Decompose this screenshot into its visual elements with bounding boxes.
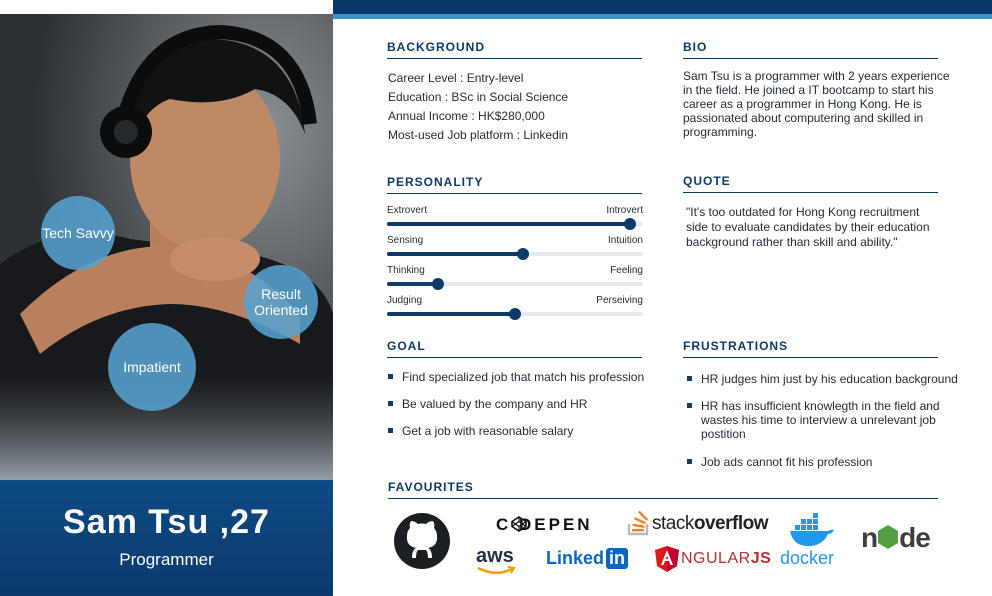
angularjs-logo-text-a: NGULAR (681, 550, 751, 567)
goal-item: Find specialized job that match his profession (388, 370, 658, 384)
frustration-item: HR judges him just by his education background (687, 372, 967, 386)
slider-left-label: Judging (387, 295, 423, 306)
codepen-logo-text: C DEPEN (496, 515, 593, 534)
linkedin-in-badge: in (606, 548, 628, 569)
slider-knob (624, 218, 636, 230)
background-income: Annual Income : HK$280,000 (388, 109, 545, 123)
quote-title: QUOTE (683, 174, 938, 193)
persona-name: Sam Tsu ,27 (63, 502, 270, 541)
github-logo-icon (393, 512, 451, 570)
bio-text: Sam Tsu is a programmer with 2 years experience in the field. He joined a IT bootcamp to start his career as a programmer in Hong Kong. He is passionated about computering and skilled in programming. (683, 69, 950, 139)
slider-extrovert-introvert (387, 205, 643, 235)
slider-track (387, 222, 643, 226)
docker-logo: docker (780, 548, 835, 568)
slider-judging-perseiving (387, 295, 643, 325)
quote-text: "It's too outdated for Hong Kong recruitment side to evaluate candidates by their education background rather than skill and ability." (686, 205, 930, 249)
slider-track (387, 282, 643, 286)
node-logo-n: n (861, 522, 878, 553)
slider-right-label: Perseiving (596, 295, 643, 306)
slider-track (387, 312, 643, 316)
slider-right-label: Feeling (610, 265, 643, 276)
background-title: BACKGROUND (387, 40, 642, 59)
goal-list (388, 370, 658, 438)
angularjs-logo (681, 550, 771, 568)
frustration-item: HR has insufficient knowlegth in the field and wastes his time to interview a unrelevant job postition (687, 399, 967, 441)
top-accent-bar (333, 14, 992, 19)
docker-whale-icon (788, 513, 836, 549)
linkedin-logo-text: Linked (546, 548, 605, 568)
slider-knob (509, 308, 521, 320)
aws-logo: aws (476, 545, 514, 567)
stackoverflow-logo-text-b: overflow (693, 513, 768, 534)
background-list (388, 69, 643, 145)
background-education: Education : BSc in Social Science (388, 90, 569, 104)
slider-thinking-feeling (387, 265, 643, 295)
slider-knob (432, 278, 444, 290)
frustration-item: Job ads cannot fit his profession (687, 455, 967, 469)
goal-title: GOAL (387, 339, 642, 358)
trait-bubble-impatient: Impatient (108, 323, 196, 411)
slider-left-label: Thinking (387, 265, 425, 276)
background-career-level: Career Level : Entry-level (388, 71, 524, 85)
personality-title: PERSONALITY (387, 175, 642, 194)
top-bar (333, 0, 992, 14)
slider-fill (387, 312, 515, 316)
slider-right-label: Intuition (607, 235, 643, 246)
slider-left-label: Extrovert (387, 205, 428, 216)
frustrations-title: FRUSTRATIONS (683, 339, 938, 358)
trait-bubble-result-oriented: Result Oriented (244, 265, 318, 339)
node-hexagon-icon (877, 524, 899, 550)
favourites-title: FAVOURITES (388, 480, 938, 499)
node-logo (861, 522, 930, 554)
bio-title: BIO (683, 40, 938, 59)
node-logo-de: de (899, 522, 930, 553)
slider-fill (387, 252, 523, 256)
goal-item: Get a job with reasonable salary (388, 424, 658, 438)
slider-track (387, 252, 643, 256)
slider-left-label: Sensing (387, 235, 424, 246)
stackoverflow-logo-text-a: stack (652, 513, 694, 534)
persona-photo-panel (0, 0, 333, 596)
slider-right-label: Introvert (606, 205, 643, 216)
trait-bubble-tech-savvy: Tech Savvy (41, 196, 115, 270)
slider-knob (517, 248, 529, 260)
slider-fill (387, 222, 630, 226)
persona-name-block (0, 480, 333, 596)
background-job-platform: Most-used Job platform : Linkedin (388, 128, 569, 142)
frustrations-list (687, 372, 967, 469)
stackoverflow-logo (652, 513, 768, 535)
aws-smile-icon (476, 566, 516, 576)
persona-role: Programmer (119, 549, 214, 569)
slider-sensing-intuition (387, 235, 643, 265)
slider-fill (387, 282, 438, 286)
angular-shield-icon (654, 545, 680, 573)
top-spacer (0, 0, 333, 14)
goal-item: Be valued by the company and HR (388, 397, 658, 411)
angularjs-logo-text-b: JS (750, 550, 772, 567)
codepen-cube-icon (511, 516, 527, 532)
linkedin-logo (546, 548, 628, 569)
stackoverflow-icon (627, 510, 651, 536)
